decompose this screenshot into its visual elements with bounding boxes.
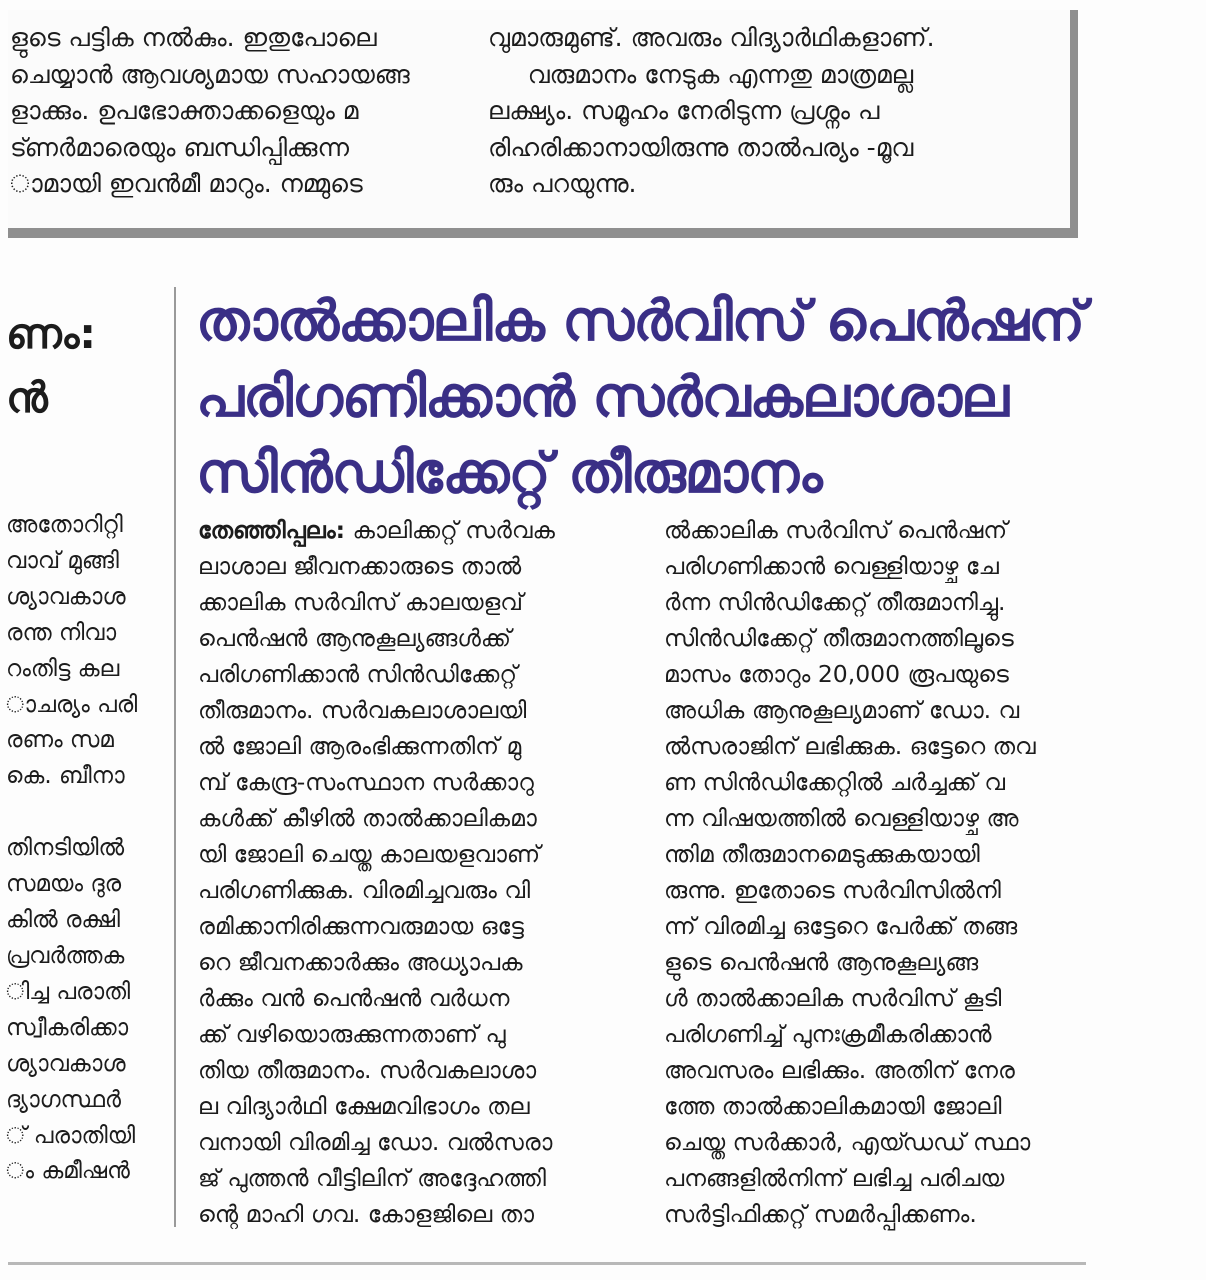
text-line: ർക്കും വൻ പെൻഷൻ വർധന — [198, 984, 510, 1012]
text-line: രുന്നു. ഇതോടെ സർവിസിൽനി — [664, 876, 1001, 904]
text-line: രമിക്കാനിരിക്കുന്നവരുമായ ഒട്ടേ — [198, 912, 524, 940]
text-line: തീരുമാനം. സർവകലാശാലയി — [198, 696, 527, 724]
text-line: ത്തേ താൽക്കാലികമായി ജോലി — [664, 1092, 1002, 1120]
left-article-body-fragment — [6, 508, 158, 1190]
text-line: ൽക്കാലിക സർവിസ് പെൻഷന് — [664, 516, 1008, 544]
text-line: ട്ണർമാരെയും ബന്ധിപ്പിക്കുന്ന — [10, 132, 349, 162]
text-line: പരിഗണിക്കുക. വിരമിച്ചവരും വി — [198, 876, 531, 904]
text-line: ളുടെ പട്ടിക നൽകും. ഇതുപോലെ — [10, 23, 377, 52]
text-line: വരുമാനം നേടുക എന്നതു മാത്രമല്ല — [488, 59, 914, 89]
top-article-left-column — [10, 20, 450, 203]
text-line: തിനടിയിൽ — [6, 835, 125, 862]
text-line: ് പരാതിയി — [6, 1122, 136, 1149]
text-line: റംതിട്ട കല — [6, 655, 120, 682]
top-article-right-column — [488, 20, 1048, 203]
column-divider — [174, 287, 176, 1227]
text-line: വാവ് മുങ്ങി — [6, 547, 119, 574]
text-line: ാമായി ഇവൻമീ മാറും. നമ്മുടെ — [10, 169, 363, 198]
text-line: വുമാരുമുണ്ട്. അവരും വിദ്യാർഥികളാണ്. — [488, 23, 935, 52]
text-line: ദ്യാഗസ്ഥർ — [6, 1086, 122, 1113]
text-line: സർട്ടിഫിക്കറ്റ് സമർപ്പിക്കണം. — [664, 1200, 977, 1228]
text-line: യി ജോലി ചെയ്ത കാലയളവാണ് — [198, 840, 541, 868]
text-line: ിച്ച പരാതി — [6, 978, 131, 1005]
text-line — [198, 512, 628, 548]
text-line: അവസരം ലഭിക്കും. അതിന് നേര — [664, 1056, 1015, 1084]
text-line: ാചര്യം പരി — [6, 691, 138, 718]
text-line: ം കമീഷൻ — [6, 1158, 130, 1185]
text-line: പെൻഷൻ ആനുകൂല്യങ്ങൾക്ക് — [198, 624, 512, 652]
text-line: ന്ന് വിരമിച്ച ഒട്ടേറെ പേർക്ക് തങ്ങ — [664, 912, 1018, 940]
text-line: പരിഗണിച്ച് പുനഃക്രമീകരിക്കാൻ — [664, 1020, 992, 1048]
text-line: ലക്ഷ്യം. സമൂഹം നേരിടുന്ന പ്രശ്നം പ — [488, 96, 880, 125]
text-span: കാലിക്കറ്റ് സർവക — [345, 516, 555, 544]
text-line: വനായി വിരമിച്ച ഡോ. വൽസരാ — [198, 1128, 553, 1156]
text-line: ൽസരാജിന് ലഭിക്കുക. ഒട്ടേറെ തവ — [664, 732, 1036, 760]
text-line: ളാക്കും. ഉപഭോക്താക്കളെയും മ — [10, 96, 359, 125]
text-line: സിൻഡിക്കേറ്റ് തീരുമാനത്തിലൂടെ — [664, 624, 1014, 652]
text-line: ചെയ്ത സർക്കാർ, എയ്ഡഡ് സ്ഥാ — [664, 1128, 1031, 1156]
text-line: സ്വീകരിക്കാ — [6, 1014, 129, 1041]
text-line: ജ് പുത്തൻ വീട്ടിലിന് അദ്ദേഹത്തി — [198, 1164, 547, 1192]
text-line: ശ്യാവകാശ — [6, 583, 126, 610]
text-line: ളുടെ പെൻഷൻ ആനുകൂല്യങ്ങ — [664, 948, 979, 976]
text-line: ണ സിൻഡിക്കേറ്റിൽ ചർച്ചക്ക് വ — [664, 768, 1005, 796]
text-line: ലാശാല ജീവനക്കാരുടെ താൽ — [198, 552, 522, 580]
text-line: കെ. ബീനാ — [6, 763, 125, 790]
headline-line: ണം: — [6, 309, 97, 358]
headline-line: പരിഗണിക്കാൻ സർവകലാശാല — [196, 365, 1008, 430]
headline-line: താൽക്കാലിക സർവിസ് പെൻഷന് — [196, 289, 1084, 354]
text-line: മാസം തോറും 20,000 രൂപയുടെ — [664, 660, 1009, 688]
top-boxed-article — [8, 10, 1078, 238]
headline-line: ൻ — [6, 373, 48, 422]
text-line: സമയം ദുര — [6, 871, 122, 898]
text-line: അധിക ആനുകൂല്യമാണ് ഡോ. വ — [664, 696, 1020, 724]
text-line: അതോറിറ്റി — [6, 512, 123, 538]
text-line: കൾക്ക് കീഴിൽ താൽക്കാലികമാ — [198, 804, 537, 832]
main-article-column-2 — [664, 512, 1094, 1232]
text-line: ല വിദ്യാർഥി ക്ഷേമവിഭാഗം തല — [198, 1092, 530, 1120]
text-line: ൾ താൽക്കാലിക സർവിസ് കൂടി — [664, 984, 1002, 1012]
text-line: മ്പ് കേന്ദ്ര-സംസ്ഥാന സർക്കാറു — [198, 768, 534, 796]
text-line: ന്റെ മാഹി ഗവ. കോളജിലെ താ — [198, 1200, 535, 1228]
headline-line: സിൻഡിക്കേറ്റ് തീരുമാനം — [196, 441, 822, 506]
text-line: രണം സമ — [6, 727, 114, 754]
text-line: പ്രവർത്തക — [6, 942, 125, 969]
main-article-column-1 — [198, 512, 628, 1232]
text-line: ന്ന വിഷയത്തിൽ വെള്ളിയാഴ്ച അ — [664, 804, 1019, 832]
text-line: ശ്യാവകാശ — [6, 1050, 126, 1077]
text-line: ന്തിമ തീരുമാനമെടുക്കുകയായി — [664, 840, 980, 868]
dateline: തേഞ്ഞിപ്പലം: — [198, 516, 346, 544]
text-line: ൽ ജോലി ആരംഭിക്കുന്നതിന് മു — [198, 732, 522, 760]
text-line: രിഹരിക്കാനായിരുന്നു താൽപര്യം -മൂവ — [488, 132, 914, 162]
text-line: കിൽ രക്ഷി — [6, 907, 121, 934]
text-line: റെ ജീവനക്കാർക്കും അധ്യാപക — [198, 948, 523, 976]
paragraph-gap — [6, 795, 158, 831]
main-headline — [196, 284, 1096, 512]
text-line: ക്ക് വഴിയൊരുക്കുന്നതാണ് പു — [198, 1020, 506, 1048]
text-line: ർന്ന സിൻഡിക്കേറ്റ് തീരുമാനിച്ചു. — [664, 588, 1006, 616]
text-line: പനങ്ങളിൽനിന്ന് ലഭിച്ച പരിചയ — [664, 1164, 1005, 1192]
left-article-headline-fragment — [6, 302, 156, 430]
text-line: തിയ തീരുമാനം. സർവകലാശാ — [198, 1056, 537, 1084]
text-line: ചെയ്യാൻ ആവശ്യമായ സഹായങ്ങ — [10, 59, 410, 89]
text-line: പരിഗണിക്കാൻ സിൻഡിക്കേറ്റ് — [198, 660, 518, 688]
text-line: രും പറയുന്നു. — [488, 169, 637, 198]
bottom-divider — [8, 1262, 1086, 1265]
text-line: പരിഗണിക്കാൻ വെള്ളിയാഴ്ച ചേ — [664, 552, 999, 580]
text-line: രന്ത നിവാ — [6, 619, 117, 646]
text-line: ക്കാലിക സർവിസ് കാലയളവ് — [198, 588, 523, 616]
